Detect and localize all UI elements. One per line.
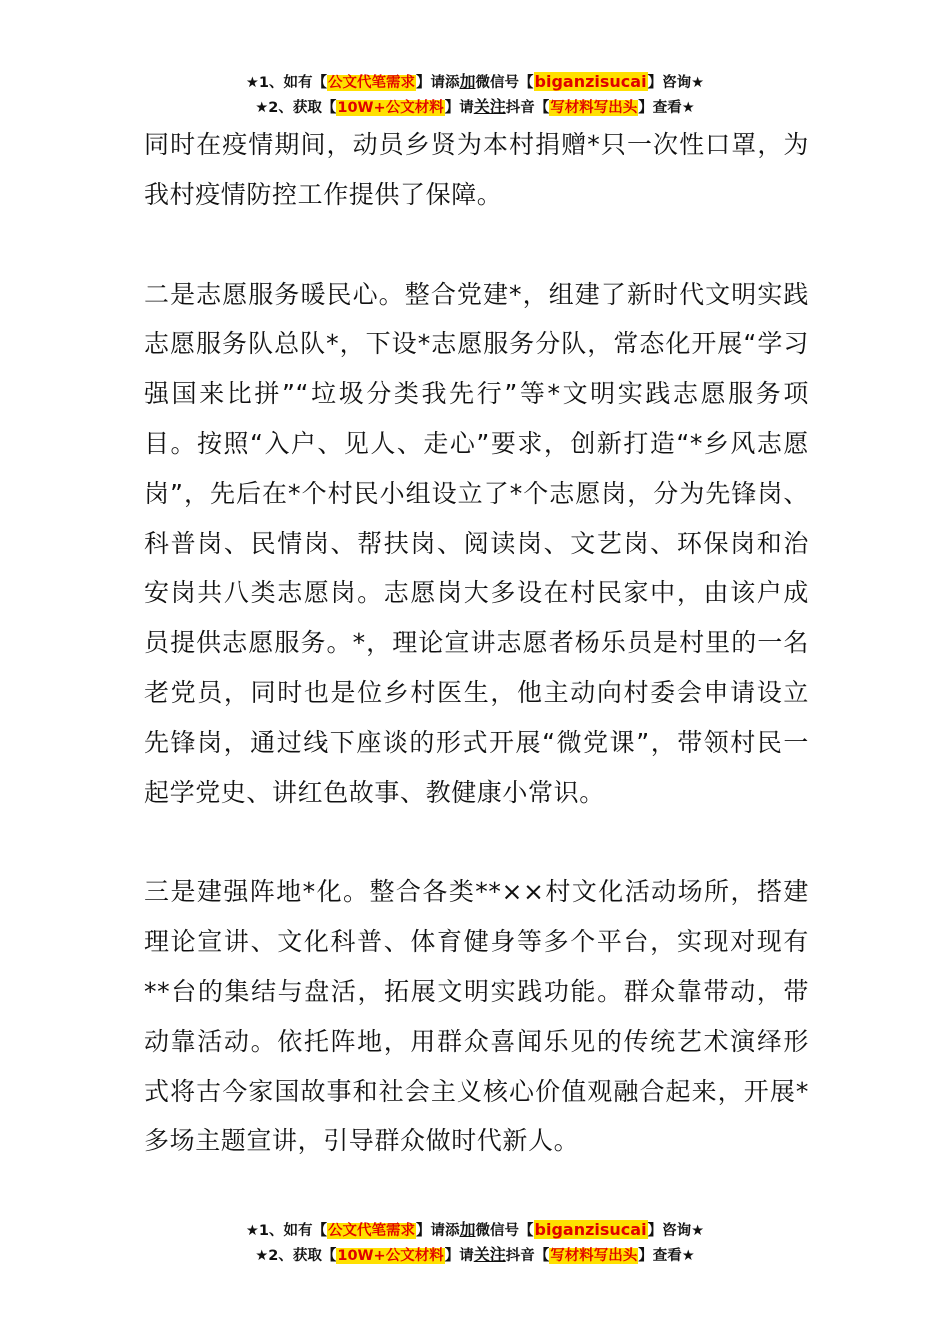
ad-line-2-prefix: ★2、获取【 (255, 100, 337, 116)
ad-line-1-highlight-service: 公文代笔需求 (328, 75, 415, 91)
ad-line-2 (0, 95, 950, 120)
ad-line-1-suffix: 】咨询★ (647, 75, 705, 91)
paragraph-spacer (144, 220, 809, 270)
ad-line-2-highlight-materials: 10W+公文材料 (337, 1248, 444, 1264)
ad-line-2-text-b: 抖音【 (505, 1248, 550, 1264)
ad-line-1-underline: 加 (459, 1220, 476, 1239)
ad-line-2-highlight-douyin: 写材料写出头 (550, 1248, 638, 1264)
ad-line-1 (0, 1218, 950, 1243)
ad-line-2-suffix: 】查看★ (638, 1248, 695, 1264)
ad-line-1-prefix: ★1、如有【 (245, 1223, 327, 1239)
ad-line-1-text-b: 微信号【 (475, 1223, 534, 1239)
ad-line-2-text-b: 抖音【 (505, 100, 550, 116)
ad-line-2-text-a: 】请 (444, 1248, 474, 1264)
ad-line-2-text-a: 】请 (444, 100, 474, 116)
ad-line-2-prefix: ★2、获取【 (255, 1248, 337, 1264)
footer-ad (0, 1218, 950, 1268)
document-body (144, 120, 809, 1166)
ad-line-1 (0, 70, 950, 95)
paragraph-1: 同时在疫情期间，动员乡贤为本村捐赠*只一次性口罩，为我村疫情防控工作提供了保障。 (144, 130, 809, 209)
ad-line-2-suffix: 】查看★ (638, 100, 695, 116)
ad-line-2-highlight-douyin: 写材料写出头 (550, 100, 638, 116)
ad-line-1-highlight-service: 公文代笔需求 (328, 1223, 415, 1239)
ad-line-1-text-a: 】请添 (416, 1223, 460, 1239)
header-ad (0, 70, 950, 120)
ad-line-2-underline: 关注 (473, 1245, 506, 1264)
ad-line-1-highlight-wechat: biganzisucai (534, 1220, 647, 1239)
paragraph-3: 三是建强阵地*化。整合各类**××村文化活动场所，搭建理论宣讲、文化科普、体育健身等多个平台，实现对现有**台的集结与盘活，拓展文明实践功能。群众靠带动，带动靠活动。依托阵地，用群众喜闻乐见的传统艺术演绎形式将古今家国故事和社会主义核心价值观融合起来，开展*多场主题宣讲，引导群众做时代新人。 (144, 877, 809, 1156)
ad-line-2 (0, 1243, 950, 1268)
ad-line-1-underline: 加 (459, 72, 476, 91)
ad-line-1-prefix: ★1、如有【 (245, 75, 327, 91)
ad-line-1-text-b: 微信号【 (475, 75, 534, 91)
ad-line-2-underline: 关注 (473, 97, 506, 116)
ad-line-1-highlight-wechat: biganzisucai (534, 72, 647, 91)
ad-line-1-text-a: 】请添 (416, 75, 460, 91)
ad-line-1-suffix: 】咨询★ (647, 1223, 705, 1239)
paragraph-spacer (144, 817, 809, 867)
paragraph-2: 二是志愿服务暖民心。整合党建*，组建了新时代文明实践志愿服务队总队*，下设*志愿服务分队，常态化开展“学习强国来比拼”“垃圾分类我先行”等*文明实践志愿服务项目。按照“入户、见人、走心”要求，创新打造“*乡风志愿岗”，先后在*个村民小组设立了*个志愿岗，分为先锋岗、科普岗、民情岗、帮扶岗、阅读岗、文艺岗、环保岗和治安岗共八类志愿岗。志愿岗大多设在村民家中，由该户成员提供志愿服务。*，理论宣讲志愿者杨乐员是村里的一名老党员，同时也是位乡村医生，他主动向村委会申请设立先锋岗，通过线下座谈的形式开展“微党课”，带领村民一起学党史、讲红色故事、教健康小常识。 (144, 279, 809, 807)
ad-line-2-highlight-materials: 10W+公文材料 (337, 100, 444, 116)
